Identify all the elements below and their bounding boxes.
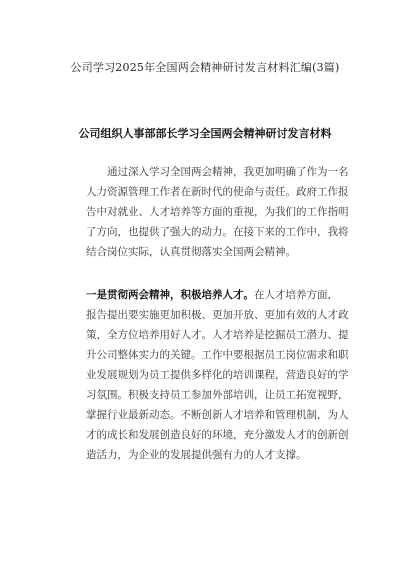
paragraph-line: 结合岗位实际，认真贯彻落实全国两会精神。 — [86, 246, 296, 258]
paragraph-line: 了方向，也提供了强大的动力。在接下来的工作中，我将 — [86, 226, 349, 238]
paragraph-line: 造活力，为企业的发展提供强有力的人才支撑。 — [86, 449, 307, 461]
paragraph-line: 掌握行业最新动态。不断创新人才培养和管理机制，为人 — [86, 409, 349, 421]
paragraph-lead-rest: 在人才培养方面， — [254, 289, 338, 301]
paragraph-line: 人力资源管理工作者在新时代的使命与责任。政府工作报 — [86, 186, 349, 198]
paragraph-line: 告中对就业、人才培养等方面的重视，为我们的工作指明 — [86, 206, 349, 218]
section-title: 公司组织人事部部长学习全国两会精神研讨发言材料 — [78, 127, 332, 140]
paragraph-first-line — [86, 285, 354, 305]
paragraph-line: 习氛围。积极支持员工参加外部培训，让员工拓宽视野， — [86, 389, 349, 401]
paragraph-line: 升公司整体实力的关键。工作中要根据员工岗位需求和职 — [86, 349, 349, 361]
paragraph-line: 报告提出要实施更加积极、更加开放、更加有效的人才政 — [86, 309, 349, 321]
paragraph-intro — [86, 162, 354, 262]
paragraph-line: 通过深入学习全国两会精神，我更加明确了作为一名 — [107, 166, 349, 178]
paragraph-lead-heading: 一是贯彻两会精神，积极培养人才。 — [86, 289, 254, 301]
paragraph-talent-training — [86, 285, 354, 465]
paragraph-line: 策，全方位培养用好人才。人才培养是挖掘员工潜力、提 — [86, 329, 349, 341]
document-title: 公司学习2025年全国两会精神研讨发言材料汇编(3篇) — [70, 61, 340, 74]
paragraph-line: 业发展规划为员工提供多样化的培训课程，营造良好的学 — [86, 369, 349, 381]
paragraph-line: 才的成长和发展创造良好的环境，充分激发人才的创新创 — [86, 429, 349, 441]
